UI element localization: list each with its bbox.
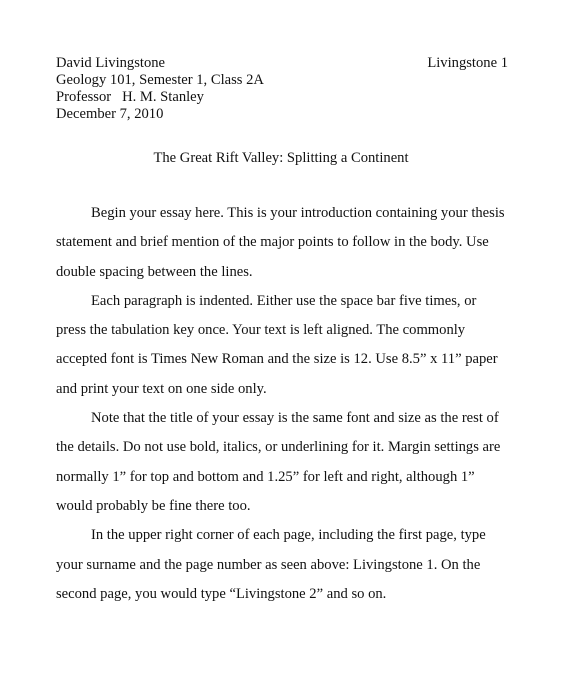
mla-heading bbox=[56, 55, 508, 123]
paragraph-3-line-1: Note that the title of your essay is the same font and size as the rest of bbox=[91, 410, 499, 427]
paragraph-3-line-3: normally 1” for top and bottom and 1.25” for left and right, although 1” bbox=[56, 468, 475, 485]
course-info: Geology 101, Semester 1, Class 2A bbox=[56, 72, 264, 88]
professor-name: Professor H. M. Stanley bbox=[56, 89, 204, 105]
essay-body bbox=[56, 199, 508, 609]
paragraph-4-line-1: In the upper right corner of each page, including the first page, type bbox=[91, 527, 486, 544]
paragraph-4-line-3: second page, you would type “Livingstone 2” and so on. bbox=[56, 585, 387, 602]
running-head: Livingstone 1 bbox=[427, 55, 508, 71]
paragraph-4-line-2: your surname and the page number as seen above: Livingstone 1. On the bbox=[56, 556, 481, 573]
paragraph-3-line-4: would probably be fine there too. bbox=[56, 497, 251, 514]
paragraph-2-line-3: accepted font is Times New Roman and the size is 12. Use 8.5” x 11” paper bbox=[56, 351, 498, 368]
paragraph-3-line-2: the details. Do not use bold, italics, or underlining for it. Margin settings are bbox=[56, 439, 501, 456]
paragraph-1-line-3: double spacing between the lines. bbox=[56, 263, 253, 280]
essay-date: December 7, 2010 bbox=[56, 106, 164, 122]
paragraph-2-line-2: press the tabulation key once. Your text is left aligned. The commonly bbox=[56, 322, 466, 339]
paragraph-2-line-1: Each paragraph is indented. Either use the space bar five times, or bbox=[91, 292, 477, 309]
essay-title: The Great Rift Valley: Splitting a Continent bbox=[153, 150, 409, 166]
paragraph-1-line-2: statement and brief mention of the major points to follow in the body. Use bbox=[56, 234, 489, 251]
author-name: David Livingstone bbox=[56, 55, 166, 71]
paragraph-1-line-1: Begin your essay here. This is your introduction containing your thesis bbox=[91, 205, 505, 221]
paragraph-2-line-4: and print your text on one side only. bbox=[56, 380, 267, 397]
